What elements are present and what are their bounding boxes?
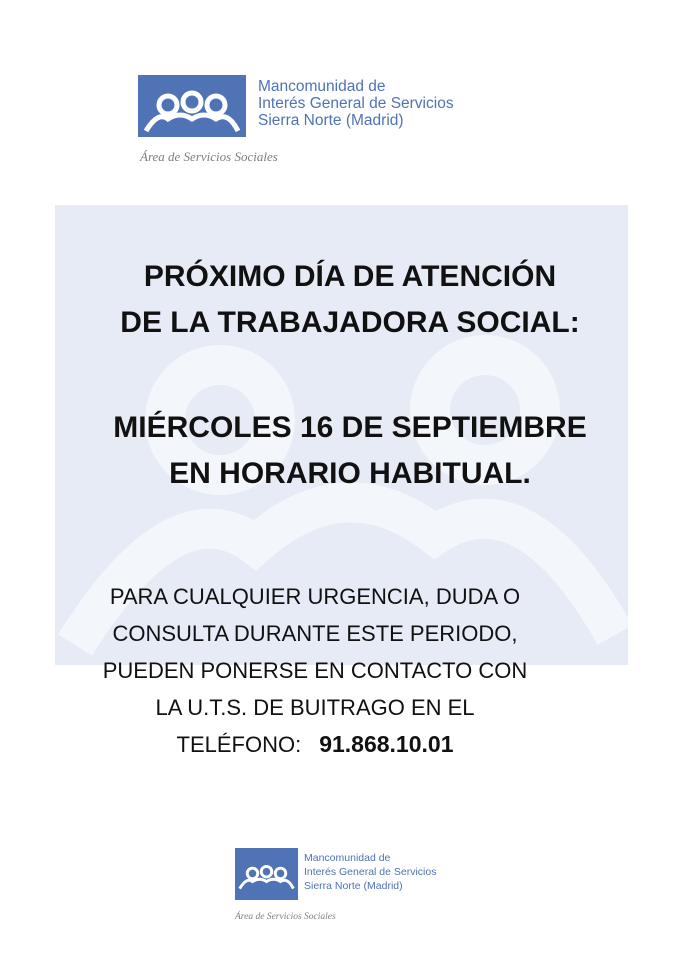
org-name-line: Mancomunidad de [304,852,391,864]
phone-label: TELÉFONO: [176,732,302,757]
phone-number: 91.868.10.01 [319,731,454,757]
notice-title-line: PRÓXIMO DÍA DE ATENCIÓN [143,260,557,293]
header-logo [138,75,558,170]
org-name [304,851,436,893]
contact-info-line: PUEDEN PONERSE EN CONTACTO CON [102,658,528,683]
area-label: Área de Servicios Sociales [235,912,336,922]
area-label: Área de Servicios Sociales [140,149,278,164]
contact-info [0,578,630,763]
people-logo-icon [138,75,246,137]
people-logo-icon [235,848,298,900]
org-name-line: Sierra Norte (Madrid) [304,880,403,892]
org-name [258,78,454,129]
contact-info-line: PARA CUALQUIER URGENCIA, DUDA O [109,584,521,609]
notice-title-line: DE LA TRABAJADORA SOCIAL: [120,306,580,339]
org-name-line: Interés General de Servicios [258,95,454,112]
notice-date-line: EN HORARIO HABITUAL. [169,457,531,490]
contact-info-line: CONSULTA DURANTE ESTE PERIODO, [112,621,518,646]
org-name-line: Mancomunidad de [258,78,386,95]
phone-line [0,726,630,763]
notice-date [0,405,700,497]
org-name-line: Interés General de Servicios [304,866,437,878]
notice-title [0,254,700,346]
footer-logo [235,848,485,933]
contact-info-line: LA U.T.S. DE BUITRAGO EN EL [155,695,475,720]
org-name-line: Sierra Norte (Madrid) [258,112,404,129]
notice-date-line: MIÉRCOLES 16 DE SEPTIEMBRE [113,411,587,444]
